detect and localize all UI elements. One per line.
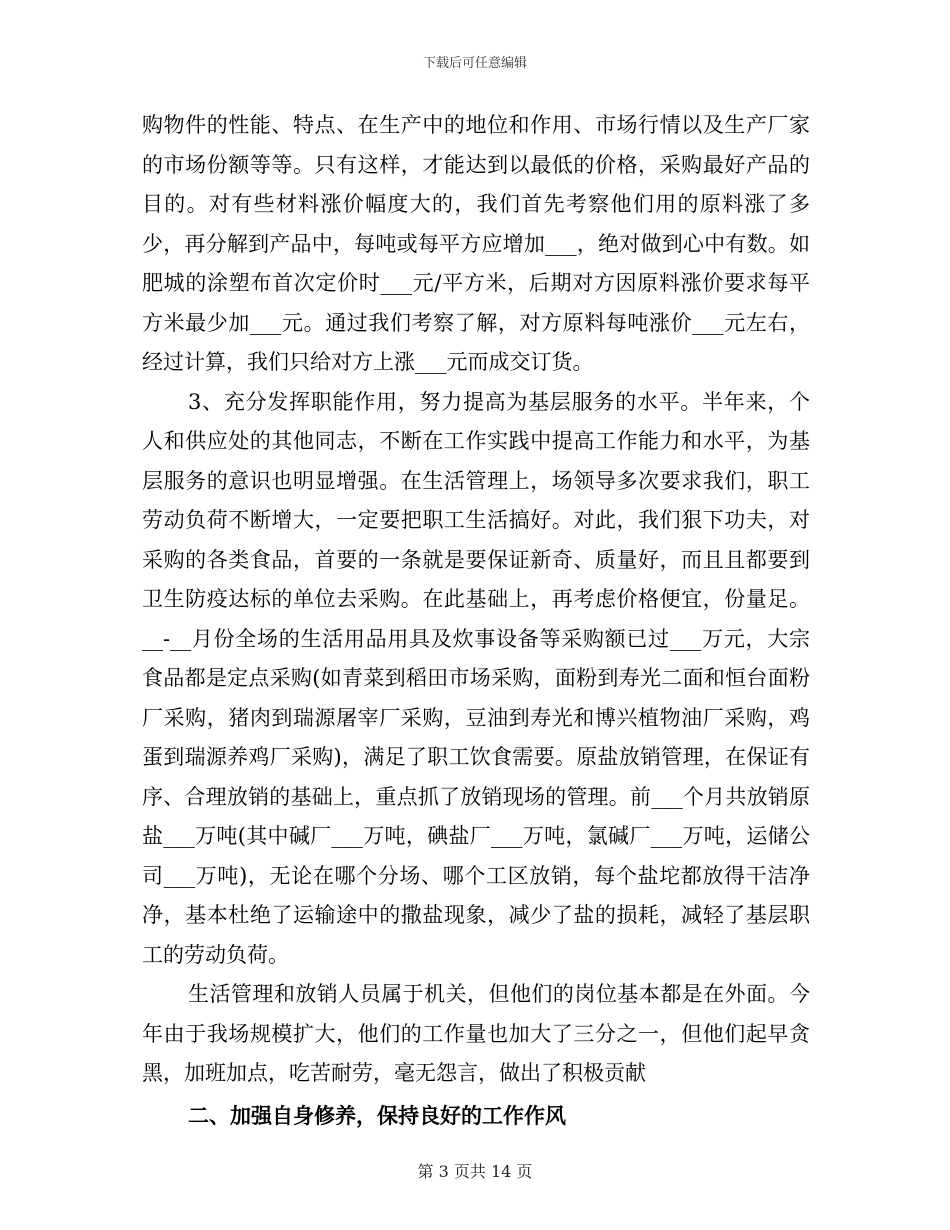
paragraph-service-level: 3、充分发挥职能作用，努力提高为基层服务的水平。半年来，个人和供应处的其他同志，不断在工作实践中提高工作能力和水平，为基层服务的意识也明显增强。在生活管理上，场领导多次要求我们，职工劳动负荷不断增大，一定要把职工生活搞好。对此，我们狠下功夫，对采购的各类食品，首要的一条就是要保证新奇、质量好，而且且都要到卫生防疫达标的单位去采购。在此基础上，再考虑价格便宜，份量足。__-__月份全场的生活用品用具及炊事设备等采购额已过___万元，大宗食品都是定点采购(如青菜到稻田市场采购，面粉到寿光二面和恒台面粉厂采购，猪肉到瑞源屠宰厂采购，豆油到寿光和博兴植物油厂采购，鸡蛋到瑞源养鸡厂采购)，满足了职工饮食需要。原盐放销管理，在保证有序、合理放销的基础上，重点抓了放销现场的管理。前___个月共放销原盐___万吨(其中碱厂___万吨，碘盐厂___万吨，氯碱厂___万吨，运储公司___万吨)，无论在哪个分场、哪个工区放销，每个盐坨都放得干洁净净，基本杜绝了运输途中的撒盐现象，减少了盐的损耗，减轻了基层职工的劳动负荷。: [142, 389, 810, 967]
paragraph-staff-effort: 生活管理和放销人员属于机关，但他们的岗位基本都是在外面。今年由于我场规模扩大，他们的工作量也加大了三分之一，但他们起早贪黑，加班加点，吃苦耐劳，毫无怨言，做出了积极贡献: [142, 982, 810, 1085]
section-heading: 二、加强自身修养，保持良好的工作作风: [188, 1102, 566, 1128]
page-header: 下载后可任意编辑: [422, 56, 527, 71]
document-body: [142, 106, 810, 1135]
paragraph-procurement-pricing: 购物件的性能、特点、在生产中的地位和作用、市场行情以及生产厂家的市场份额等等。只有这样，才能达到以最低的价格，采购最好产品的目的。对有些材料涨价幅度大的，我们首先考察他们用的原料涨了多少，再分解到产品中，每吨或每平方应增加___，绝对做到心中有数。如肥城的涂塑布首次定价时___元/平方米，后期对方因原料涨价要求每平方米最少加___元。通过我们考察了解，对方原料每吨涨价___元左右，经过计算，我们只给对方上涨___元而成交订货。: [142, 113, 810, 374]
page-footer: 第 3 页共 14 页: [417, 1162, 533, 1181]
